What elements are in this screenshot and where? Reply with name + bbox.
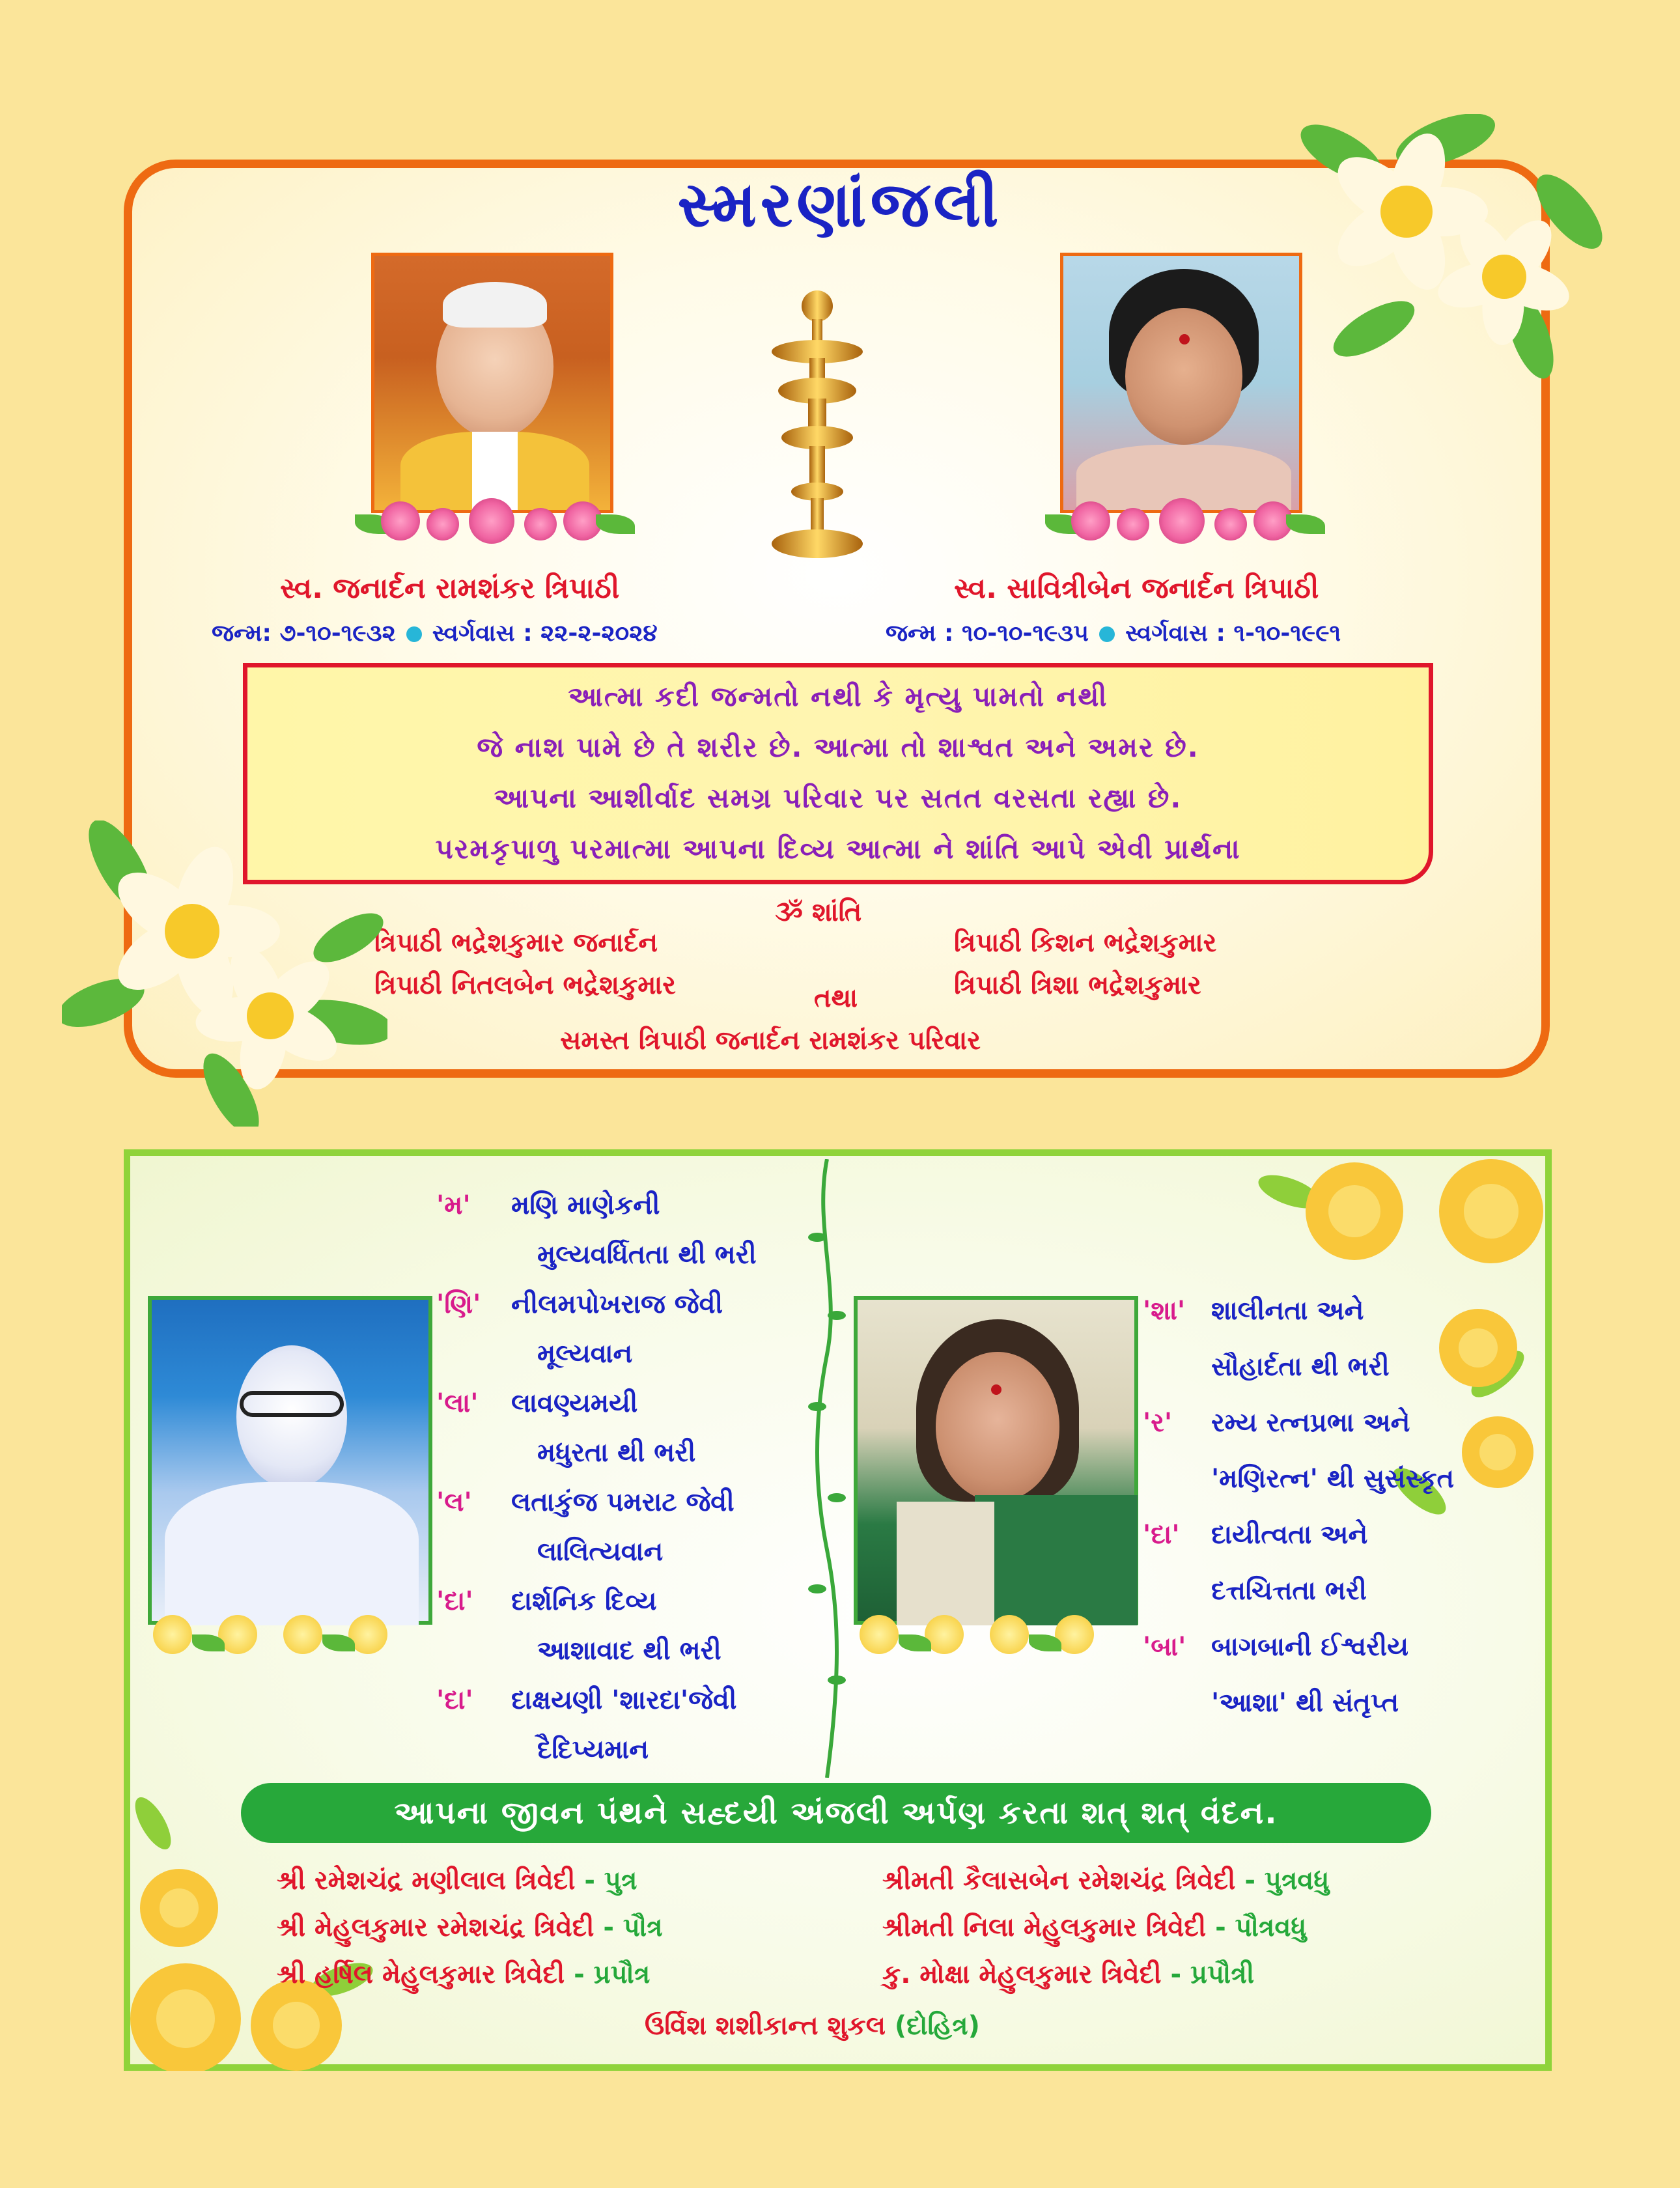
relative-left-3: [277, 1959, 650, 1989]
portrait-shardaben: [854, 1296, 1138, 1625]
poem-line: દાર્શનિક દિવ્ય: [511, 1586, 657, 1616]
relative-name: ઉર્વિશ શશીકાન્ત શુકલ: [645, 2011, 886, 2041]
relation: - પુત્ર: [584, 1866, 637, 1896]
yellow-flower-row-right: [847, 1608, 1146, 1661]
dates-right: [886, 620, 1341, 647]
birth-date-right: જન્મ : ૧૦-૧૦-૧૯૩૫: [886, 620, 1089, 647]
portrait-savitriben: [1060, 253, 1302, 513]
relative-name: શ્રી હર્ષિલ મેહુલકુમાર ત્રિવેદી: [277, 1959, 565, 1989]
family-left-2: ત્રિપાઠી નિતલબેન ભદ્રેશકુમાર: [374, 970, 676, 1000]
relation: - પ્રપૌત્ર: [574, 1959, 651, 1989]
poem-line: મૂલ્યવાન: [537, 1339, 633, 1369]
relative-name: શ્રીમતી નિલા મેહુલકુમાર ત્રિવેદી: [882, 1913, 1207, 1943]
death-date-right: સ્વર્ગવાસ : ૧-૧૦-૧૯૯૧: [1125, 620, 1341, 647]
poem-line: રમ્ય રત્નપ્રભા અને: [1211, 1408, 1410, 1438]
poem-line: મધુરતા થી ભરી: [537, 1438, 696, 1468]
relative-name: શ્રી રમેશચંદ્ર મણીલાલ ત્રિવેદી: [277, 1866, 576, 1896]
poem-line: દાયીત્વતા અને: [1211, 1520, 1368, 1550]
bullet-dot-icon: [1099, 626, 1115, 642]
poem-line: લાવણ્યમયી: [511, 1388, 638, 1418]
relative-name: શ્રી મેહુલકુમાર રમેશચંદ્ર ત્રિવેદી: [277, 1913, 595, 1943]
frangipani-flower-icon: [62, 820, 387, 1127]
quote-line: આત્મા કદી જન્મતો નથી કે મૃત્યુ પામતો નથી: [568, 680, 1108, 712]
poem-initial: 'દા': [1143, 1520, 1180, 1550]
poem-line: 'આશા' થી સંતૃપ્ત: [1211, 1688, 1399, 1718]
portrait-janardan: [371, 253, 613, 513]
quote-line: આપના આશીર્વાદ સમગ્ર પરિવાર પર સતત વરસતા રહ્યા છે.: [494, 782, 1183, 814]
dates-left: [212, 620, 658, 647]
poem-line: સૌહાર્દતા થી ભરી: [1211, 1352, 1390, 1382]
poem-initial: 'મ': [436, 1190, 471, 1220]
poem-initial: 'દા': [436, 1586, 473, 1616]
grandson-line: [645, 2011, 980, 2041]
birth-date-left: જન્મ: ૭-૧૦-૧૯૩૨: [212, 620, 396, 647]
poem-line: 'મણિરત્ન' થી સુસંસ્કૃત: [1211, 1464, 1455, 1494]
relative-right-2: [882, 1913, 1306, 1943]
poem-line: દાક્ષયણી 'શારદા'જેવી: [511, 1685, 737, 1715]
poem-initial: 'ણિ': [436, 1289, 481, 1319]
name-right: સ્વ. સાવિત્રીબેન જનાર્દન ત્રિપાઠી: [954, 572, 1319, 605]
death-date-left: સ્વર્ગવાસ : ૨૨-૨-૨૦૨૪: [432, 620, 658, 647]
tribute-banner: આપના જીવન પંથને સહ્દયી અંજલી અર્પણ કરતા શત્ શત્ વંદન.: [241, 1783, 1431, 1843]
poem-initial: 'લ': [436, 1487, 472, 1517]
poem-line: બાગબાની ઈશ્વરીય: [1211, 1632, 1408, 1662]
poem-initial: 'ર': [1143, 1408, 1173, 1438]
relation: - પુત્રવધુ: [1244, 1866, 1330, 1896]
poem-line: લતાકુંજ પમરાટ જેવી: [511, 1487, 735, 1517]
vine-divider-icon: [807, 1159, 847, 1778]
poem-line: નીલમપોખરાજ જેવી: [511, 1289, 723, 1319]
relation: - પૌત્રવધુ: [1215, 1913, 1307, 1943]
family-left-1: ત્રિપાઠી ભદ્રેશકુમાર જનાર્દન: [374, 928, 658, 958]
om-shanti: ૐ શાંતિ: [775, 897, 862, 927]
poem-line: મણિ માણેકની: [511, 1190, 660, 1220]
family-right-2: ત્રિપાઠી ત્રિશા ભદ્રેશકુમાર: [954, 970, 1201, 1000]
yellow-flower-row-left: [140, 1608, 440, 1661]
tatha: તથા: [814, 983, 858, 1013]
relative-right-1: [882, 1866, 1329, 1896]
poem-line: આશાવાદ થી ભરી: [537, 1636, 721, 1666]
relative-name: શ્રીમતી કૈલાસબેન રમેશચંદ્ર ત્રિવેદી: [882, 1866, 1236, 1896]
quote-line: પરમકૃપાળુ પરમાત્મા આપના દિવ્ય આત્મા ને શાંતિ આપે એવી પ્રાર્થના: [435, 833, 1241, 865]
diya-lamp-icon: [765, 287, 869, 567]
frangipani-flower-icon: [1296, 114, 1608, 387]
bullet-dot-icon: [406, 626, 422, 642]
relative-left-1: [277, 1866, 637, 1896]
family-all: સમસ્ત ત્રિપાઠી જનાર્દન રામશંકર પરિવાર: [560, 1026, 981, 1056]
quote-line: જે નાશ પામે છે તે શરીર છે. આત્મા તો શાશ્વત અને અમર છે.: [477, 731, 1199, 763]
relative-name: કુ. મોક્ષા મેહુલકુમાર ત્રિવેદી: [882, 1959, 1162, 1989]
relative-right-3: [882, 1959, 1254, 1989]
poem-initial: 'દા': [436, 1685, 473, 1715]
poem-initial: 'શા': [1143, 1296, 1186, 1326]
relation: - પૌત્ર: [603, 1913, 663, 1943]
relation: - પ્રપૌત્રી: [1170, 1959, 1255, 1989]
page-title: સ્મરણાંજલી: [677, 168, 1003, 241]
rose-garland-left: [355, 495, 628, 547]
family-right-1: ત્રિપાઠી કિશન ભદ્રેશકુમાર: [954, 928, 1217, 958]
poem-line: લાલિત્યવાન: [537, 1537, 664, 1567]
poem-line: શાલીનતા અને: [1211, 1296, 1364, 1326]
rose-garland-right: [1045, 495, 1319, 547]
poem-line: દૈદિપ્યમાન: [537, 1735, 649, 1765]
name-left: સ્વ. જનાર્દન રામશંકર ત્રિપાઠી: [280, 572, 620, 605]
poem-initial: 'લા': [436, 1388, 479, 1418]
poem-line: મુલ્યવર્ધિતતા થી ભરી: [537, 1240, 757, 1270]
quote-box: [243, 663, 1433, 884]
poem-initial: 'બા': [1143, 1632, 1186, 1662]
relative-left-2: [277, 1913, 663, 1943]
rose-cluster-icon: [1250, 1153, 1550, 1517]
relation: (દોહિત્ર): [894, 2011, 980, 2041]
poem-line: દત્તચિત્તતા ભરી: [1211, 1576, 1367, 1606]
portrait-manilal: [148, 1296, 432, 1625]
